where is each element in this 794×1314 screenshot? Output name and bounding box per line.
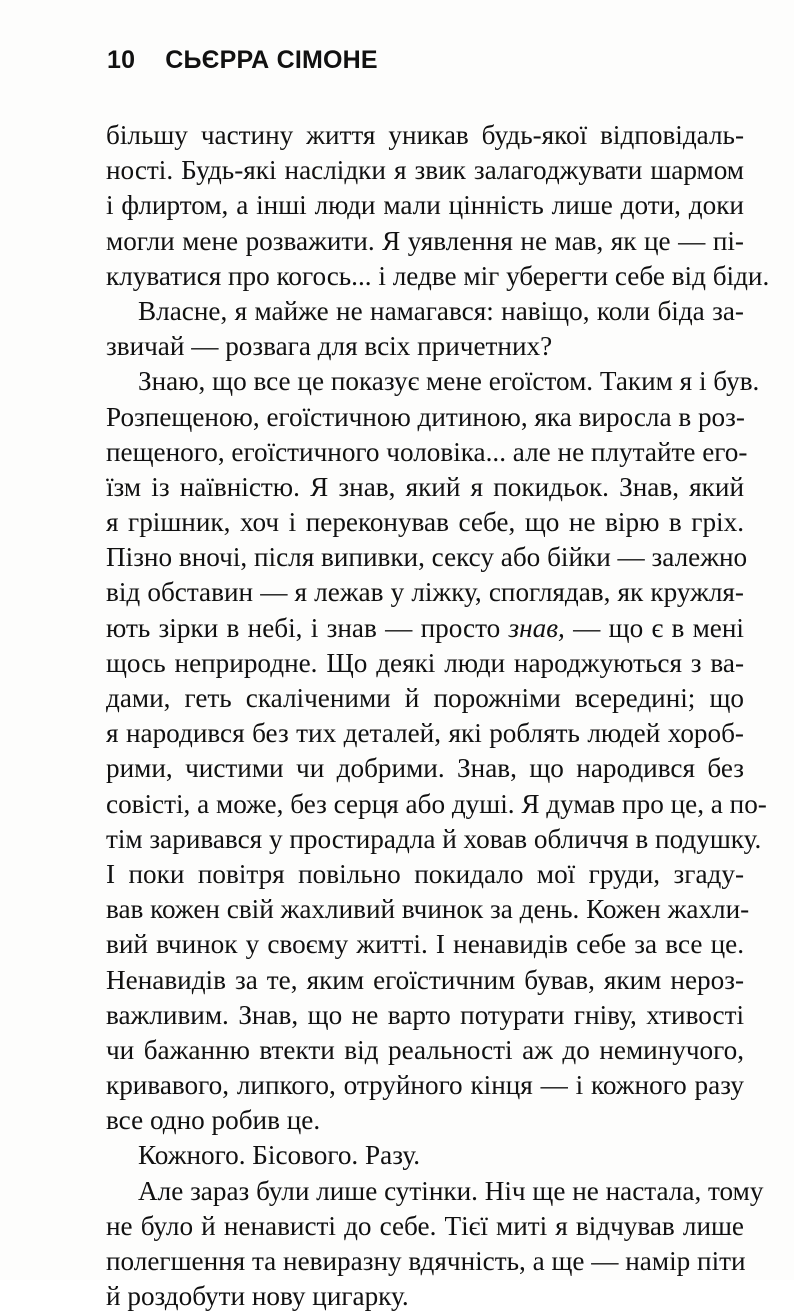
text-line: вав кожен свій жахливий вчинок за день. Кожен жахли- bbox=[106, 894, 750, 925]
line-segment: ють зірки в небі, і знав — просто bbox=[106, 612, 509, 643]
text-line: й роздобути нову цигарку. bbox=[106, 1281, 409, 1312]
text-line: і флиртом, а інші люди мали цінність лише доти, доки bbox=[106, 190, 744, 221]
text-line: звичай — розвага для всіх причетних? bbox=[106, 331, 553, 362]
text-line: не було й ненависті до себе. Тієї миті я відчував лише bbox=[106, 1210, 744, 1241]
text-line: я народився без тих деталей, які роблять людей хороб- bbox=[106, 718, 744, 749]
text-line: Власне, я майже не намагався: навіщо, коли біда за- bbox=[138, 295, 744, 326]
page-number: 10 bbox=[107, 46, 136, 74]
text-line: щось неприродне. Що деякі люди народжуються з ва- bbox=[106, 647, 744, 678]
text-line: я грішник, хоч і переконував себе, що не вірю в гріх. bbox=[106, 507, 744, 538]
text-line: Кожного. Бісового. Разу. bbox=[138, 1140, 421, 1171]
text-line: їзм із наївністю. Я знав, який я покидьок. Знав, який bbox=[106, 471, 744, 502]
text-line: Пізно вночі, після випивки, сексу або бійки — залежно bbox=[106, 542, 748, 573]
body-text bbox=[106, 118, 770, 1314]
text-line: клуватися про когось... і ледве міг уберегти себе від біди. bbox=[106, 260, 770, 291]
text-line: І поки повітря повільно покидало мої груди, згаду- bbox=[106, 858, 744, 889]
author-name: СЬЄРРА СІМОНЕ bbox=[165, 46, 378, 74]
text-line: Ненавидів за те, яким егоїстичним бував, яким нероз- bbox=[106, 964, 744, 995]
emphasis-text: знав, bbox=[508, 612, 565, 643]
text-line: Але зараз були лише сутінки. Ніч ще не настала, тому bbox=[138, 1175, 764, 1206]
running-header bbox=[107, 46, 378, 75]
text-line: вий вчинок у своєму житті. І ненавидів себе за все це. bbox=[106, 929, 744, 960]
text-line: важливим. Знав, що не варто потурати гніву, хтивості bbox=[106, 999, 744, 1030]
text-line: дами, геть скаліченими й порожніми всередині; що bbox=[106, 683, 744, 713]
text-line: совісті, а може, без серця або душі. Я думав про це, а по- bbox=[106, 788, 767, 819]
line-segment: — що є в мені bbox=[564, 612, 744, 643]
text-line: ності. Будь-які наслідки я звик залагоджувати шармом bbox=[106, 155, 744, 186]
text-line bbox=[106, 611, 744, 646]
text-line: Розпещеною, егоїстичною дитиною, яка виросла в роз- bbox=[106, 401, 745, 432]
text-line: кривавого, липкого, отруйного кінця — і кожного разу bbox=[106, 1070, 744, 1101]
text-line: від обставин — я лежав у ліжку, споглядав, як кружля- bbox=[106, 577, 744, 608]
text-line: більшу частину життя уникав будь-якої відповідаль- bbox=[106, 120, 744, 150]
text-line: могли мене розважити. Я уявлення не мав, як це — пі- bbox=[106, 225, 744, 256]
text-line: Знаю, що все це показує мене егоїстом. Таким я і був. bbox=[138, 366, 760, 397]
text-line: полегшення та невиразну вдячність, а ще — намір піти bbox=[106, 1246, 746, 1276]
text-line: пещеного, егоїстичного чоловіка... але не плутайте его- bbox=[106, 436, 748, 467]
text-line: все одно робив це. bbox=[106, 1105, 321, 1136]
text-line: тім заривався у простирадла й ховав обличчя в подушку. bbox=[106, 823, 762, 854]
text-line: рими, чистими чи добрими. Знав, що народився без bbox=[106, 753, 744, 784]
text-line: чи бажанню втекти від реальності аж до неминучого, bbox=[106, 1034, 744, 1065]
